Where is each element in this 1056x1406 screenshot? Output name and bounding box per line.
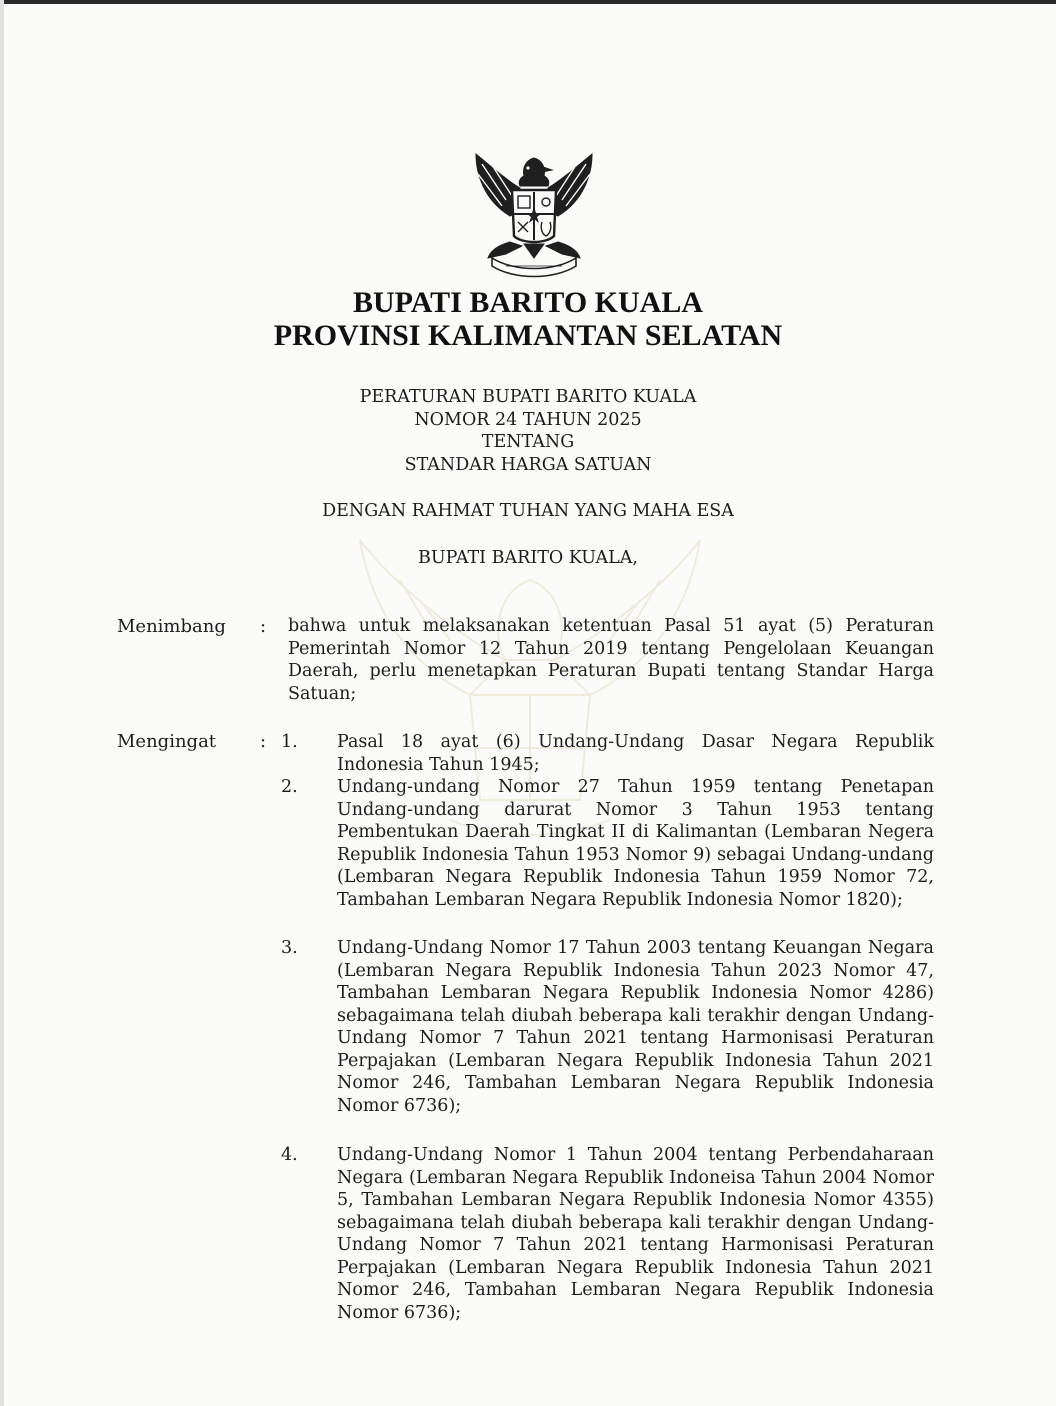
header-title-line1: BUPATI BARITO KUALA: [352, 286, 704, 319]
mengingat-item-number: 1.: [281, 732, 298, 752]
regulation-subject: STANDAR HARGA SATUAN: [404, 455, 652, 475]
garuda-emblem-icon: [466, 150, 602, 280]
mengingat-item-number: 3.: [281, 938, 298, 958]
mengingat-item-number: 2.: [281, 777, 298, 797]
mengingat-item-text: Undang-undang Nomor 27 Tahun 1959 tentang Penetapan Undang-undang darurat Nomor 3 Tahun 1953 tentang Pembentukan Daerah Tingkat II di Kalimantan (Lembaran Negera Republik Indonesia Tahun 1953 Nomor 9) sebagai Undang-undang (Lembaran Negara Republik Indonesia Tahun 1959 Nomor 72, Tambahan Lembaran Negara Republik Indonesia Nomor 1820);: [337, 777, 934, 910]
scan-edge: [0, 0, 4, 1406]
menimbang-text: bahwa untuk melaksanakan ketentuan Pasal 51 ayat (5) Peraturan Pemerintah Nomor 12 Tahun 2019 tentang Pengelolaan Keuangan Daerah, perlu menetapkan Peraturan Bupati tentang Standar Harga Satuan;: [288, 616, 934, 704]
invocation: DENGAN RAHMAT TUHAN YANG MAHA ESA: [322, 501, 734, 521]
header-title-line2: PROVINSI KALIMANTAN SELATAN: [273, 319, 783, 352]
regulation-number: NOMOR 24 TAHUN 2025: [414, 410, 642, 430]
regulation-about: TENTANG: [481, 432, 575, 452]
mengingat-item-text: Pasal 18 ayat (6) Undang-Undang Dasar Negara Republik Indonesia Tahun 1945;: [337, 732, 934, 775]
top-border: [0, 0, 1056, 4]
mengingat-item-text: Undang-Undang Nomor 1 Tahun 2004 tentang Perbendaharaan Negara (Lembaran Negara Republik Indoneisa Tahun 2004 Nomor 5, Tambahan Lembaran Negara Republik Indonesia Nomor 4355) sebagaimana telah diubah beberapa kali terakhir dengan Undang-Undang Nomor 7 Tahun 2021 tentang Harmonisasi Peraturan Perpajakan (Lembaran Negara Republik Indonesia Tahun 2021 Nomor 246, Tambahan Lembaran Negara Republik Indonesia Nomor 6736);: [337, 1145, 934, 1323]
mengingat-label: Mengingat: [117, 731, 217, 752]
menimbang-colon: :: [260, 616, 267, 637]
issuer: BUPATI BARITO KUALA,: [418, 548, 638, 568]
mengingat-item-text: Undang-Undang Nomor 17 Tahun 2003 tentang Keuangan Negara (Lembaran Negara Republik Indonesia Tahun 2023 Nomor 47, Tambahan Lembaran Negara Republik Indonesia Nomor 4286) sebagaimana telah diubah beberapa kali terakhir dengan Undang-Undang Nomor 7 Tahun 2021 tentang Harmonisasi Peraturan Perpajakan (Lembaran Negara Republik Indonesia Tahun 2021 Nomor 246, Tambahan Lembaran Negara Republik Indonesia Nomor 6736);: [337, 938, 934, 1116]
mengingat-item-number: 4.: [281, 1145, 298, 1165]
mengingat-colon: :: [260, 731, 267, 752]
regulation-title: PERATURAN BUPATI BARITO KUALA: [359, 387, 697, 407]
menimbang-label: Menimbang: [117, 616, 226, 637]
